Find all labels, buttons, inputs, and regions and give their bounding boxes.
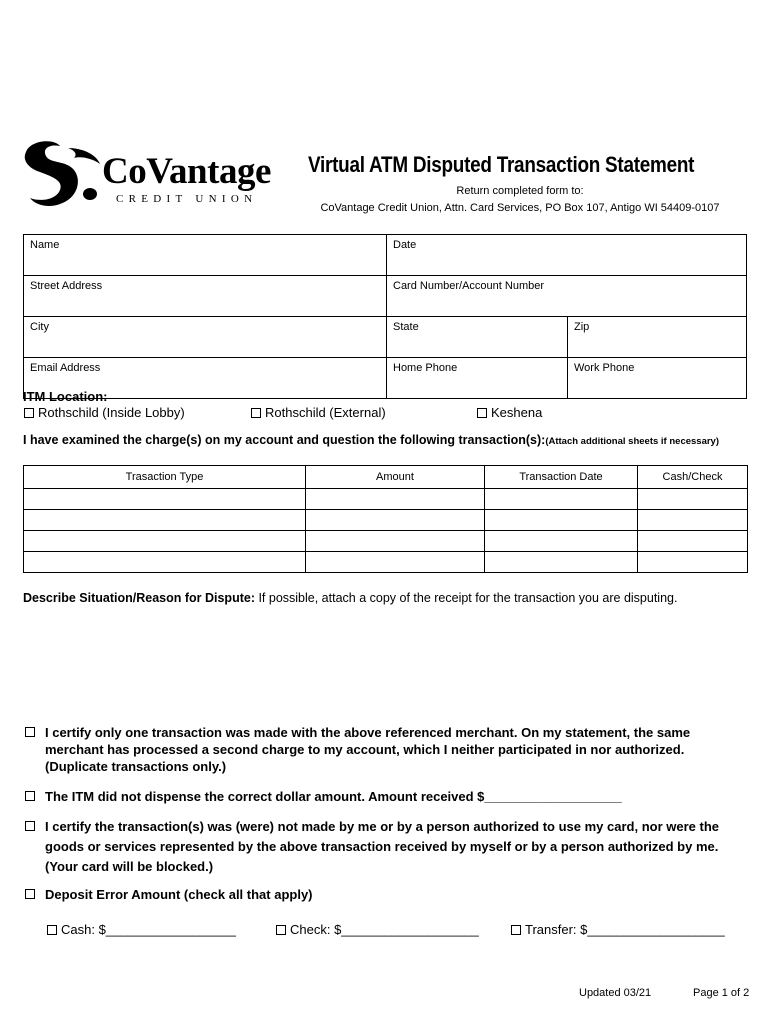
cell-input[interactable] xyxy=(24,531,306,552)
form-title: Virtual ATM Disputed Transaction Statement xyxy=(308,152,695,177)
checkbox-icon[interactable] xyxy=(276,925,286,935)
cert-deposit-error xyxy=(23,886,753,906)
itm-option-external[interactable] xyxy=(251,405,386,420)
cell-input[interactable] xyxy=(638,531,748,552)
cell-input[interactable] xyxy=(306,531,485,552)
describe-label: Describe Situation/Reason for Dispute: xyxy=(23,591,255,605)
updated-date: Updated 03/21 xyxy=(579,987,652,999)
itm-option-keshena[interactable] xyxy=(477,405,542,420)
page-number: Page 1 of 2 xyxy=(693,987,750,999)
home-phone-label: Home Phone xyxy=(393,362,458,374)
cell-input[interactable] xyxy=(306,489,485,510)
cell-input[interactable] xyxy=(485,531,638,552)
card-label: Card Number/Account Number xyxy=(393,280,545,292)
table-row xyxy=(24,531,748,552)
checkbox-icon[interactable] xyxy=(25,821,35,831)
table-row xyxy=(24,510,748,531)
table-row xyxy=(24,552,748,573)
itm-option-label: Rothschild (Inside Lobby) xyxy=(38,405,185,420)
table-row xyxy=(24,489,748,510)
logo-wordmark: CoVantage xyxy=(102,151,271,192)
swirl-logo-icon xyxy=(20,138,102,218)
itm-location-heading: ITM Location: xyxy=(23,389,108,404)
deposit-transfer-label: Transfer: $___________________ xyxy=(525,922,725,937)
state-field[interactable] xyxy=(387,317,568,358)
cert-unauthorized xyxy=(23,817,753,877)
col-transaction-type: Trasaction Type xyxy=(24,466,306,489)
transactions-table xyxy=(23,465,748,573)
deposit-cash[interactable] xyxy=(47,922,236,937)
deposit-cash-label: Cash: $__________________ xyxy=(61,922,236,937)
checkbox-icon[interactable] xyxy=(47,925,57,935)
customer-info-table xyxy=(23,234,747,399)
street-field[interactable] xyxy=(24,276,387,317)
name-field[interactable] xyxy=(24,235,387,276)
examined-statement xyxy=(23,433,719,447)
address-line: CoVantage Credit Union, Attn. Card Services, PO Box 107, Antigo WI 54409-0107 xyxy=(320,202,720,214)
cert-deposit-error-text: Deposit Error Amount (check all that apply) xyxy=(45,887,313,902)
deposit-check-label: Check: $___________________ xyxy=(290,922,479,937)
cert-duplicate-text: I certify only one transaction was made with the above referenced merchant. On my statement, the same merchant has processed a second charge to my account, which I neither participated in nor authorized. (Duplicate transactions only.) xyxy=(45,725,691,774)
checkbox-icon[interactable] xyxy=(251,408,261,418)
describe-text: If possible, attach a copy of the receipt for the transaction you are disputing. xyxy=(254,591,678,605)
checkbox-icon[interactable] xyxy=(25,889,35,899)
zip-field[interactable] xyxy=(568,317,747,358)
cell-input[interactable] xyxy=(638,510,748,531)
cell-input[interactable] xyxy=(485,489,638,510)
checkbox-icon[interactable] xyxy=(25,727,35,737)
home-phone-field[interactable] xyxy=(387,358,568,399)
checkbox-icon[interactable] xyxy=(24,408,34,418)
cell-input[interactable] xyxy=(485,510,638,531)
checkbox-icon[interactable] xyxy=(511,925,521,935)
col-cash-check: Cash/Check xyxy=(638,466,748,489)
date-label: Date xyxy=(393,239,417,251)
city-label: City xyxy=(30,321,49,333)
street-label: Street Address xyxy=(30,280,103,292)
city-field[interactable] xyxy=(24,317,387,358)
cell-input[interactable] xyxy=(306,552,485,573)
cell-input[interactable] xyxy=(638,489,748,510)
cell-input[interactable] xyxy=(485,552,638,573)
deposit-transfer[interactable] xyxy=(511,922,725,937)
cell-input[interactable] xyxy=(306,510,485,531)
deposit-check[interactable] xyxy=(276,922,479,937)
describe-situation xyxy=(23,591,677,605)
checkbox-icon[interactable] xyxy=(25,791,35,801)
covantage-logo xyxy=(20,138,280,218)
examined-text: I have examined the charge(s) on my account and question the following transaction(s): xyxy=(23,433,546,447)
state-label: State xyxy=(393,321,419,333)
col-amount: Amount xyxy=(306,466,485,489)
col-transaction-date: Transaction Date xyxy=(485,466,638,489)
cell-input[interactable] xyxy=(638,552,748,573)
cell-input[interactable] xyxy=(24,489,306,510)
email-label: Email Address xyxy=(30,362,101,374)
cell-input[interactable] xyxy=(24,552,306,573)
cert-unauthorized-text: I certify the transaction(s) was (were) not made by me or by a person authorized to use my card, nor were the goods or services represented by the above transaction received by myself or by a person authorized by me. (Your card will be blocked.) xyxy=(45,819,720,874)
logo-tagline: CREDIT UNION xyxy=(116,193,258,205)
work-phone-label: Work Phone xyxy=(574,362,635,374)
itm-option-label: Keshena xyxy=(491,405,543,420)
return-line: Return completed form to: xyxy=(456,185,584,197)
examined-note: (Attach additional sheets if necessary) xyxy=(545,436,720,447)
cell-input[interactable] xyxy=(24,510,306,531)
cert-dispense xyxy=(23,788,753,808)
table-header-row xyxy=(24,466,748,489)
zip-label: Zip xyxy=(574,321,590,333)
cert-dispense-text: The ITM did not dispense the correct dollar amount. Amount received $___________________ xyxy=(45,789,622,804)
work-phone-field[interactable] xyxy=(568,358,747,399)
itm-option-inside-lobby[interactable] xyxy=(24,405,185,420)
cert-duplicate xyxy=(23,724,753,784)
itm-option-label: Rothschild (External) xyxy=(265,405,386,420)
name-label: Name xyxy=(30,239,60,251)
date-field[interactable] xyxy=(387,235,747,276)
card-field[interactable] xyxy=(387,276,747,317)
checkbox-icon[interactable] xyxy=(477,408,487,418)
